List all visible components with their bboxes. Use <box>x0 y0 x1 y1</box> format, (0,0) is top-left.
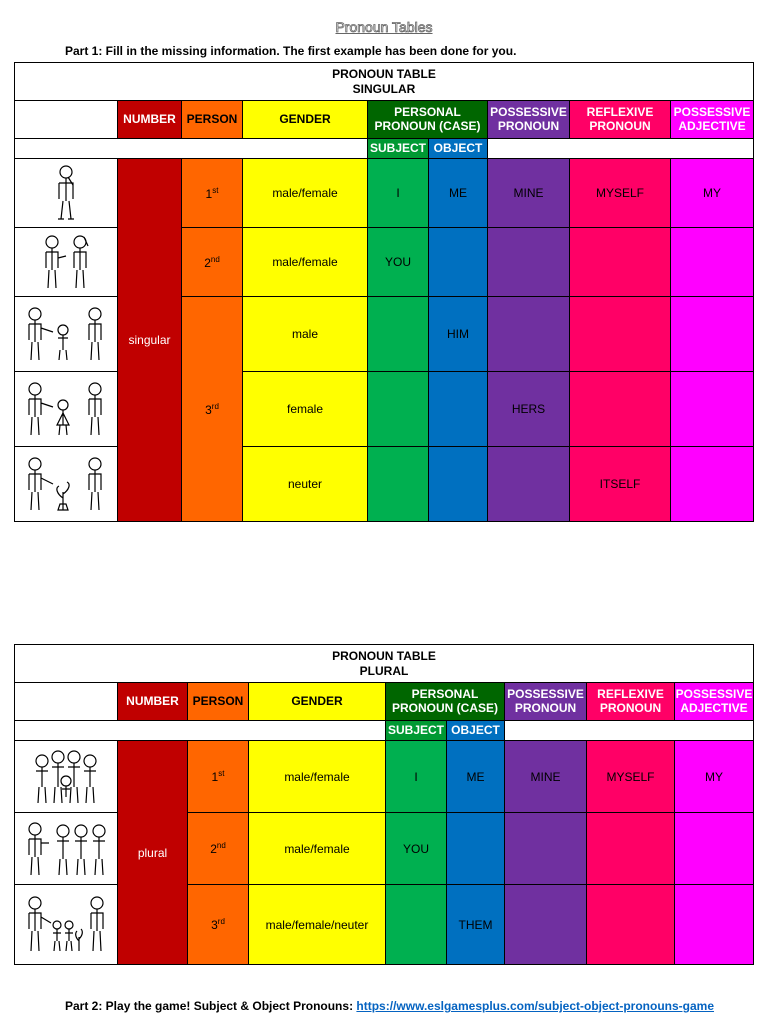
header-personal-line1: PERSONAL <box>394 104 461 119</box>
person-illustration <box>15 447 118 522</box>
person-ordinal: st <box>212 185 219 195</box>
two-people-icon <box>36 232 96 292</box>
person-illustration <box>15 885 118 965</box>
header-possessive-adjective <box>671 101 754 139</box>
gender-cell: male/female <box>249 741 386 813</box>
object-cell <box>447 813 505 885</box>
gender-cell: neuter <box>243 447 368 522</box>
header-personal-pronoun <box>386 683 505 721</box>
adjective-cell <box>671 297 754 372</box>
person-cell <box>188 813 249 885</box>
possessive-cell <box>488 447 570 522</box>
person-cell <box>182 297 243 522</box>
adjective-cell: MY <box>671 159 754 228</box>
person-ordinal: rd <box>217 917 225 926</box>
two-people-pointing-at-girl-icon <box>23 379 109 439</box>
header-reflexive-line2: PRONOUN <box>589 118 651 133</box>
header-reflexive-line2: PRONOUN <box>599 700 662 715</box>
object-cell <box>429 447 488 522</box>
header-reflexive-line1: REFLEXIVE <box>597 686 664 701</box>
possessive-cell: MINE <box>488 159 570 228</box>
header-person: PERSON <box>188 683 249 721</box>
person-pointing-at-group-icon <box>23 819 109 879</box>
header-blank <box>15 101 118 139</box>
person-illustration <box>15 159 118 228</box>
reflexive-cell <box>570 297 671 372</box>
header-adjective-line2: ADJECTIVE <box>678 118 746 133</box>
header-reflexive-pronoun <box>570 101 671 139</box>
subject-cell: I <box>386 741 447 813</box>
table-subtitle-text: PLURAL <box>359 663 409 678</box>
two-people-pointing-at-boy-icon <box>23 304 109 364</box>
adjective-cell <box>671 447 754 522</box>
possessive-cell <box>505 813 587 885</box>
person-number: 1 <box>205 186 213 201</box>
object-cell <box>429 228 488 297</box>
part2-label: Part 2: Play the game! Subject & Object Pronouns: <box>65 999 357 1013</box>
reflexive-cell: ITSELF <box>570 447 671 522</box>
adjective-cell <box>675 813 754 885</box>
group-of-people-icon <box>28 747 104 807</box>
header-possessive-adjective <box>675 683 754 721</box>
header-personal-pronoun <box>368 101 488 139</box>
subject-cell: YOU <box>368 228 429 297</box>
possessive-cell <box>488 297 570 372</box>
pronoun-table-singular <box>14 62 754 522</box>
header-reflexive-pronoun <box>587 683 675 721</box>
header-gender: GENDER <box>249 683 386 721</box>
header-object: OBJECT <box>429 139 488 159</box>
header-personal-line2: PRONOUN (CASE) <box>391 700 498 715</box>
part1-instruction: Part 1: Fill in the missing information. The first example has been done for you. <box>65 44 517 58</box>
adjective-cell: MY <box>675 741 754 813</box>
table-row <box>15 741 754 813</box>
person-ordinal: nd <box>210 254 220 264</box>
subject-cell: YOU <box>386 813 447 885</box>
person-cell <box>182 159 243 228</box>
person-number: 3 <box>205 402 212 417</box>
person-cell <box>182 228 243 297</box>
table-title <box>15 63 754 101</box>
header-person: PERSON <box>182 101 243 139</box>
header-possessive-pronoun <box>488 101 570 139</box>
header-object: OBJECT <box>447 721 505 741</box>
two-people-pointing-at-group-icon <box>23 893 109 957</box>
table-title-text: PRONOUN TABLE <box>332 67 436 82</box>
subject-cell <box>368 372 429 447</box>
object-cell <box>429 372 488 447</box>
header-number: NUMBER <box>118 101 182 139</box>
person-ordinal: nd <box>216 841 226 850</box>
subject-cell <box>368 297 429 372</box>
adjective-cell <box>675 885 754 965</box>
header-number: NUMBER <box>118 683 188 721</box>
person-illustration <box>15 297 118 372</box>
possessive-cell <box>505 885 587 965</box>
object-cell: ME <box>429 159 488 228</box>
person-illustration <box>15 372 118 447</box>
possessive-cell: MINE <box>505 741 587 813</box>
subject-cell <box>368 447 429 522</box>
adjective-cell <box>671 228 754 297</box>
person-cell <box>188 741 249 813</box>
document-title: Pronoun Tables <box>335 19 433 35</box>
table-title <box>15 645 754 683</box>
reflexive-cell: MYSELF <box>570 159 671 228</box>
header-blank <box>15 683 118 721</box>
person-number: 3 <box>211 918 218 932</box>
reflexive-cell <box>587 813 675 885</box>
header-personal-line2: PRONOUN (CASE) <box>374 118 481 133</box>
reflexive-cell <box>570 372 671 447</box>
gender-cell: male/female <box>243 159 368 228</box>
object-cell: ME <box>447 741 505 813</box>
person-illustration <box>15 228 118 297</box>
header-possessive-pronoun <box>505 683 587 721</box>
gender-cell: male <box>243 297 368 372</box>
header-gender: GENDER <box>243 101 368 139</box>
header-possessive-line1: POSSESSIVE <box>490 104 567 119</box>
header-reflexive-line1: REFLEXIVE <box>586 104 654 119</box>
gender-cell: male/female/neuter <box>249 885 386 965</box>
pronoun-table-plural <box>14 644 754 965</box>
number-cell: singular <box>118 159 182 522</box>
header-adjective-line2: ADJECTIVE <box>680 700 748 715</box>
header-subject: SUBJECT <box>386 721 447 741</box>
header-personal-line1: PERSONAL <box>411 686 479 701</box>
reflexive-cell: MYSELF <box>587 741 675 813</box>
subject-cell <box>386 885 447 965</box>
header-adjective-line1: POSSESSIVE <box>673 104 751 119</box>
person-illustration <box>15 813 118 885</box>
table-row <box>15 159 754 228</box>
standing-person-icon <box>46 163 86 223</box>
object-cell: HIM <box>429 297 488 372</box>
header-subject: SUBJECT <box>368 139 429 159</box>
header-possessive-line2: PRONOUN <box>497 118 560 133</box>
table-subtitle-text: SINGULAR <box>352 81 416 96</box>
subject-cell: I <box>368 159 429 228</box>
person-ordinal: rd <box>211 401 219 411</box>
gender-cell: male/female <box>243 228 368 297</box>
person-number: 2 <box>210 842 217 856</box>
subheader-blank-left <box>15 139 368 159</box>
person-illustration <box>15 741 118 813</box>
number-cell: plural <box>118 741 188 965</box>
header-possessive-line2: PRONOUN <box>514 700 577 715</box>
possessive-cell <box>488 228 570 297</box>
person-cell <box>188 885 249 965</box>
person-ordinal: st <box>218 769 225 778</box>
two-people-pointing-at-plant-icon <box>23 454 109 514</box>
part2-instruction <box>65 996 725 1016</box>
gender-cell: male/female <box>249 813 386 885</box>
gender-cell: female <box>243 372 368 447</box>
subheader-blank-right <box>488 139 754 159</box>
header-adjective-line1: POSSESSIVE <box>675 686 753 701</box>
subheader-blank-right <box>505 721 754 741</box>
adjective-cell <box>671 372 754 447</box>
header-possessive-line1: POSSESSIVE <box>507 686 584 701</box>
object-cell: THEM <box>447 885 505 965</box>
reflexive-cell <box>587 885 675 965</box>
subheader-blank-left <box>15 721 386 741</box>
reflexive-cell <box>570 228 671 297</box>
person-number: 1 <box>211 770 219 784</box>
person-number: 2 <box>204 255 211 270</box>
possessive-cell: HERS <box>488 372 570 447</box>
game-link[interactable]: https://www.eslgamesplus.com/subject-object-pronouns-game <box>356 999 715 1013</box>
table-title-text: PRONOUN TABLE <box>332 649 436 664</box>
